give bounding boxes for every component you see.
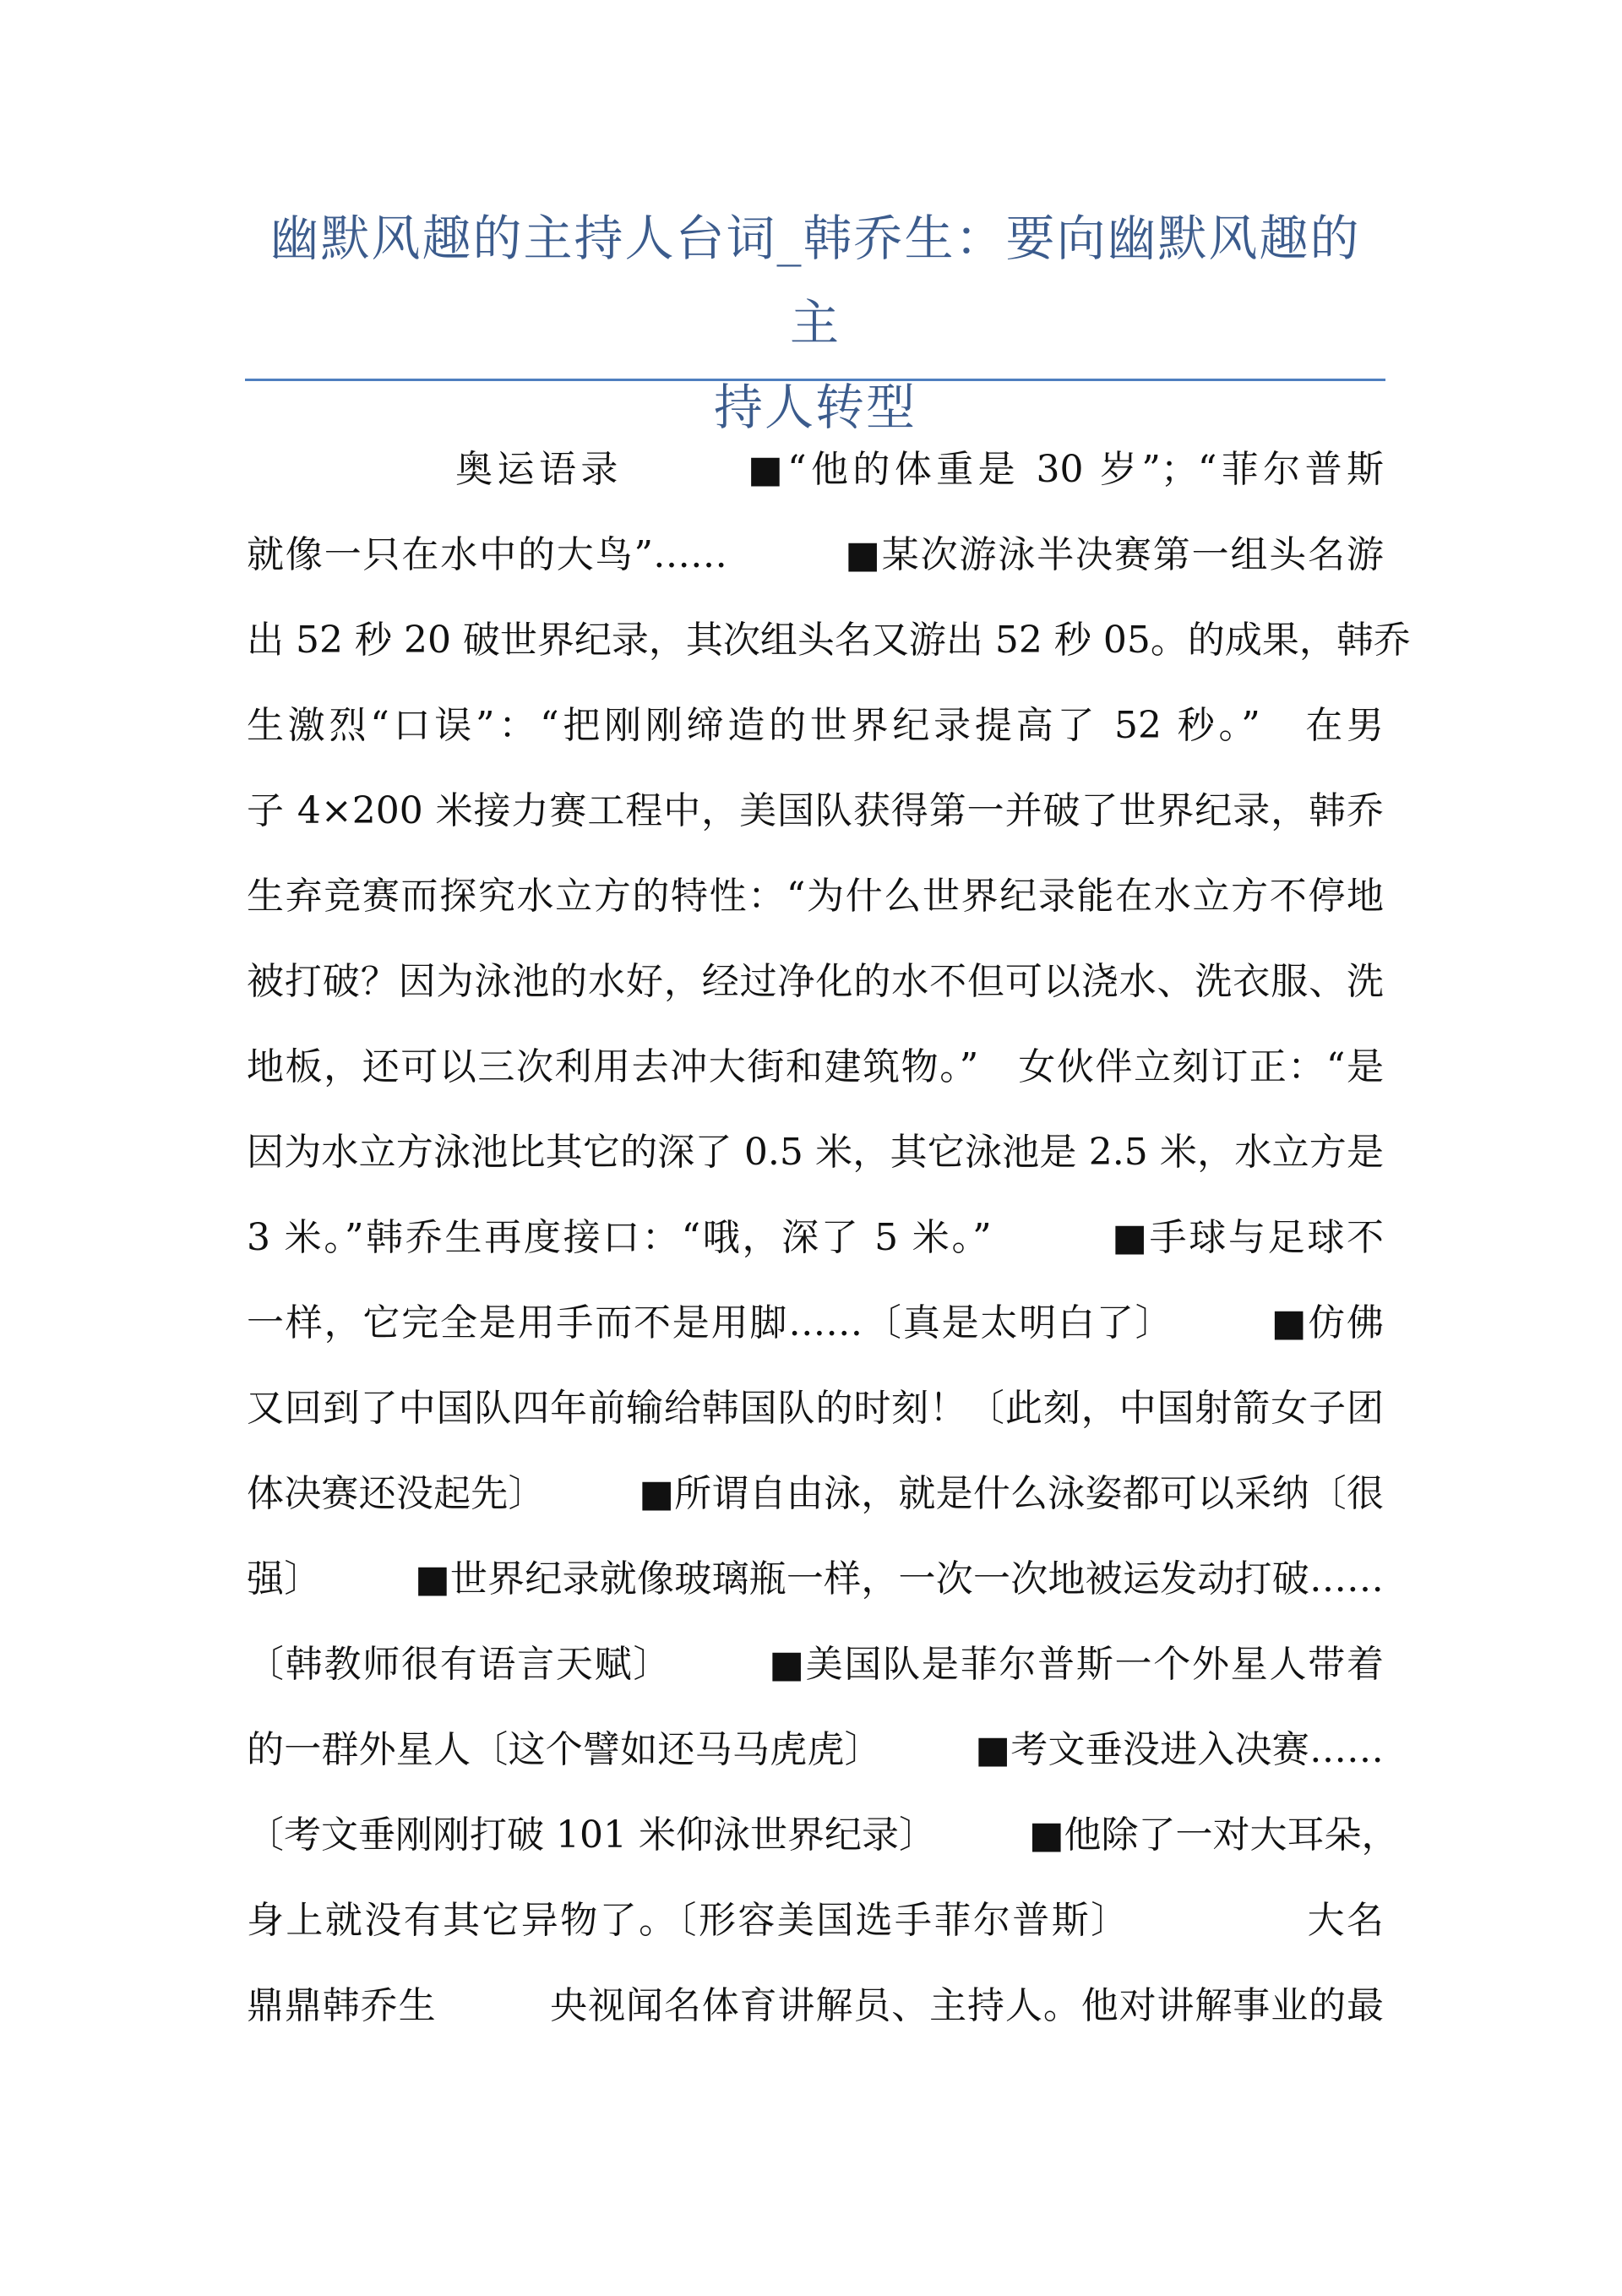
body-line: 奥运语录 ■“他的体重是 30 岁”；“菲尔普斯 [247,448,1384,491]
body-line: 又回到了中国队四年前输给韩国队的时刻！〔此刻，中国射箭女子团 [247,1387,1384,1430]
body-line: 强〕 ■世界纪录就像玻璃瓶一样，一次一次地被运发动打破…… [247,1557,1384,1601]
body-line: 地板，还可以三次利用去冲大街和建筑物。” 女伙伴立刻订正：“是 [247,1045,1384,1088]
body-line: 一样，它完全是用手而不是用脚……〔真是太明白了〕 ■仿佛 [247,1301,1384,1344]
body-line: 身上就没有其它异物了。〔形容美国选手菲尔普斯〕 大名 [247,1899,1384,1942]
body-line: 就像一只在水中的大鸟”…… ■某次游泳半决赛第一组头名游 [247,533,1384,576]
body-line: 的一群外星人〔这个譬如还马马虎虎〕 ■考文垂没进入决赛…… [247,1728,1384,1771]
document-title [245,196,1385,450]
body-line: 3 米。”韩乔生再度接口：“哦，深了 5 米。” ■手球与足球不 [247,1216,1384,1259]
body-line: 〔考文垂刚刚打破 101 米仰泳世界纪录〕 ■他除了一对大耳朵， [247,1813,1399,1857]
body-line: 子 4×200 米接力赛工程中，美国队获得第一并破了世界纪录，韩乔 [247,789,1384,832]
body-line: 生弃竞赛而探究水立方的特性：“为什么世界纪录能在水立方不停地 [247,875,1384,918]
body-line: 被打破？因为泳池的水好，经过净化的水不但可以浇水、洗衣服、洗 [247,960,1384,1003]
body-line: 鼎鼎韩乔生 央视闻名体育讲解员、主持人。他对讲解事业的最 [247,1984,1384,2027]
body-line: 因为水立方泳池比其它的深了 0.5 米，其它泳池是 2.5 米，水立方是 [247,1131,1384,1174]
body-line: 出 52 秒 20 破世界纪录，其次组头名又游出 52 秒 05。的成果，韩乔 [247,619,1411,662]
body-line: 体决赛还没起先〕 ■所谓自由泳，就是什么泳姿都可以采纳〔很 [247,1472,1384,1515]
title-underline-divider [245,379,1385,381]
title-line-2: 持人转型 [713,379,917,436]
body-line: 生激烈“口误”：“把刚刚缔造的世界纪录提高了 52 秒。” 在男 [247,704,1384,747]
document-body [247,427,1411,2048]
body-line: 〔韩教师很有语言天赋〕 ■美国队是菲尔普斯一个外星人带着 [247,1643,1384,1686]
title-line-1: 幽默风趣的主持人台词_韩乔生：要向幽默风趣的主 [269,210,1361,352]
